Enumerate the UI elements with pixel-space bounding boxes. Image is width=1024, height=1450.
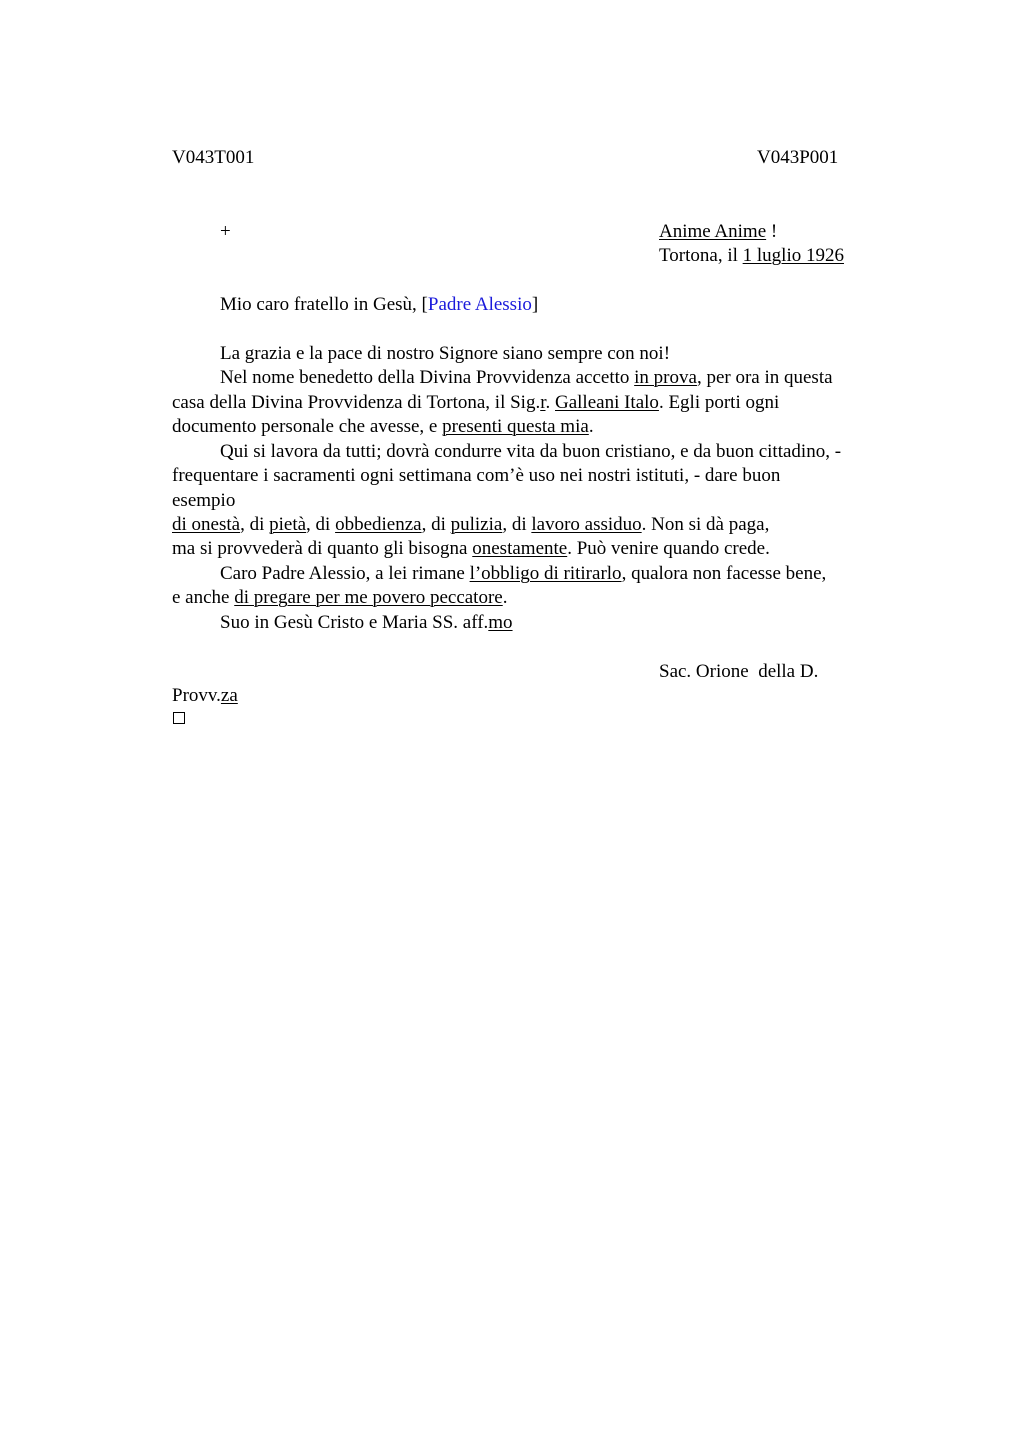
underlined-run: di onestà xyxy=(172,514,241,535)
empty-box-icon xyxy=(173,712,185,724)
underlined-name: Galleani Italo xyxy=(555,392,659,413)
underlined-run: za xyxy=(220,685,238,706)
underlined-run: lavoro assiduo xyxy=(531,514,642,535)
paragraph-3-line-2: frequentare i sacramenti ogni settimana com’è uso nei nostri istituti, - dare buon xyxy=(172,465,781,486)
paragraph-3-line-4 xyxy=(172,513,769,537)
text-run: . xyxy=(502,587,508,608)
paragraph-1: La grazia e la pace di nostro Signore siano sempre con noi! xyxy=(220,343,671,364)
text-run: documento personale che avesse, e xyxy=(172,416,443,437)
text-run: , di xyxy=(240,514,270,535)
paragraph-2-line-2 xyxy=(172,391,779,415)
text-run: . xyxy=(545,392,555,413)
text-run: . xyxy=(588,416,594,437)
place-prefix: Tortona, il xyxy=(659,245,743,266)
underlined-run: pulizia xyxy=(450,514,503,535)
signature: Sac. Orione della D. xyxy=(659,661,819,682)
document-code-left: V043T001 xyxy=(172,147,255,168)
text-run: Suo in Gesù Cristo e Maria SS. aff. xyxy=(220,612,489,633)
paragraph-4-line-1 xyxy=(220,562,826,586)
text-run: . Può venire quando crede. xyxy=(567,538,770,559)
text-run: Provv. xyxy=(172,685,221,706)
document-code-right: V043P001 xyxy=(757,147,839,168)
text-run: Caro Padre Alessio, a lei rimane xyxy=(220,563,470,584)
signature-continuation xyxy=(172,684,238,708)
text-run: , di xyxy=(306,514,336,535)
motto xyxy=(659,220,777,244)
text-run: , per ora in questa xyxy=(696,367,833,388)
paragraph-4-line-2 xyxy=(172,586,507,610)
greeting-prefix: Mio caro fratello in Gesù, [ xyxy=(220,294,428,315)
greeting xyxy=(220,293,538,317)
closing xyxy=(220,611,513,635)
text-run: , di xyxy=(421,514,451,535)
greeting-name-link[interactable]: Padre Alessio xyxy=(427,294,532,315)
underlined-run: mo xyxy=(488,612,513,633)
greeting-suffix: ] xyxy=(531,294,539,315)
paragraph-3-line-3: esempio xyxy=(172,490,236,511)
text-run: Nel nome benedetto della Divina Provvidenza accetto xyxy=(220,367,635,388)
underlined-run: di pregare per me povero peccatore xyxy=(234,587,503,608)
motto-underlined: Anime Anime xyxy=(659,221,767,242)
cross-symbol: + xyxy=(220,221,231,242)
underlined-run: obbedienza xyxy=(335,514,422,535)
text-run: , di xyxy=(502,514,532,535)
text-run: . Egli porti ogni xyxy=(658,392,780,413)
text-run: ma si provvederà di quanto gli bisogna xyxy=(172,538,473,559)
place-date xyxy=(659,244,844,268)
underlined-run: r xyxy=(540,392,546,413)
text-run: . Non si dà paga, xyxy=(641,514,770,535)
underlined-run: onestamente xyxy=(472,538,568,559)
paragraph-3-line-1: Qui si lavora da tutti; dovrà condurre vita da buon cristiano, e da buon cittadino, - xyxy=(220,441,842,462)
paragraph-2-line-1 xyxy=(220,366,833,390)
text-run: casa della Divina Provvidenza di Tortona, il Sig. xyxy=(172,392,541,413)
text-run: e anche xyxy=(172,587,235,608)
paragraph-3-line-5 xyxy=(172,537,770,561)
letter-date: 1 luglio 1926 xyxy=(742,245,844,266)
motto-suffix: ! xyxy=(766,221,778,242)
underlined-run: presenti questa mia xyxy=(442,416,589,437)
underlined-run: pietà xyxy=(269,514,307,535)
underlined-run: in prova xyxy=(634,367,697,388)
underlined-run: l’obbligo di ritirarlo xyxy=(469,563,622,584)
text-run: , qualora non facesse bene, xyxy=(621,563,827,584)
paragraph-2-line-3 xyxy=(172,415,594,439)
